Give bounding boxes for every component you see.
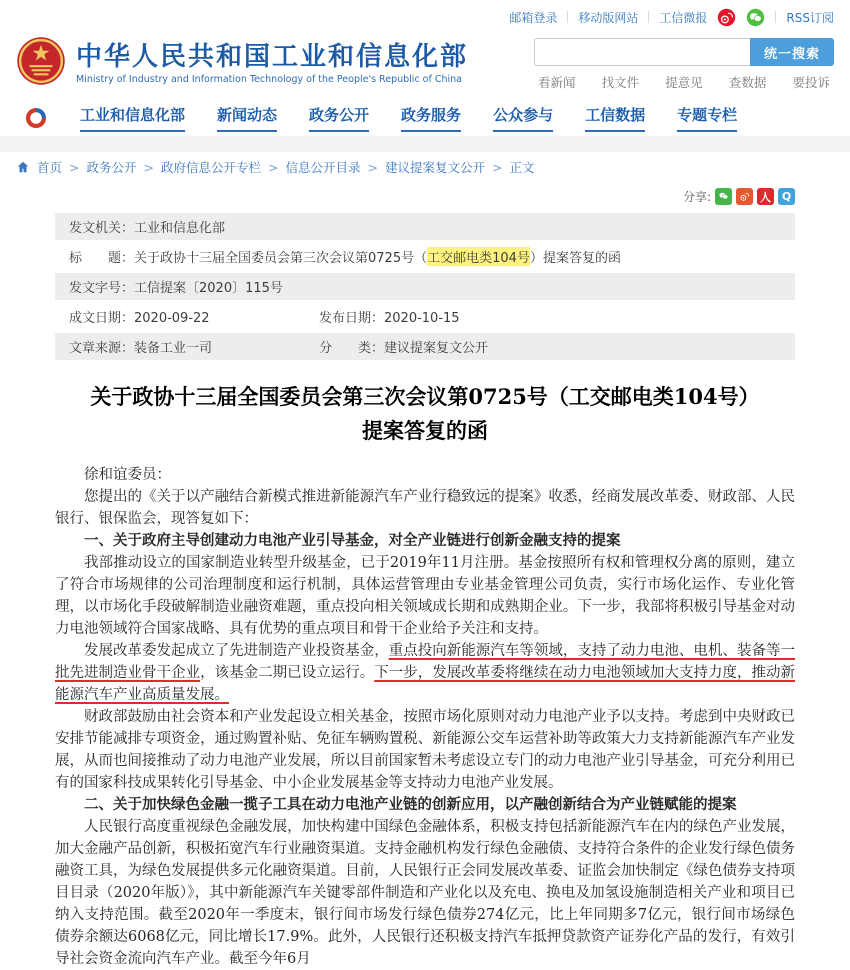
- meta-value: 工业和信息化部: [134, 221, 226, 236]
- red-underlined-text: 下一步，发展改革委将继续在动力电池领域加大支持力度，推动新能源汽车产业高质量发展。: [55, 665, 796, 703]
- meta-label: 发布日期：: [319, 311, 385, 326]
- meta-title-highlight: 工交邮电类104号: [427, 247, 530, 266]
- article-paragraph: 人民银行高度重视绿色金融发展，加快构建中国绿色金融体系，积极支持包括新能源汽车在内的绿色产业发展，加大金融产品创新，积极拓宽汽车行业融资渠道。支持金融机构发行绿色金融债、支持符合条件的企业发行绿色债务融资工具，为绿色发展提供多元化融资渠道。目前，人民银行正会同发展改革委、证监会加快制定《绿色债券支持项目目录（2020年版）》，其中新能源汽车关键零部件制造和产业化以及充电、换电及加氢设施制造相关产业和项目已纳入支持范围。截至2020年一季度末，银行间市场发行绿色债券274亿元，比上年同期多7亿元，银行间市场绿色债券余额达6068亿元，同比增长17.9%。此外，人民银行还积极支持汽车抵押贷款资产证券化产品的发行，有效引导社会资金流向汽车产业。截至今年6月: [55, 819, 795, 967]
- nav-item-public-participation[interactable]: 公众参与: [493, 104, 553, 132]
- breadcrumb-separator: >: [268, 159, 279, 175]
- breadcrumb-separator: >: [367, 159, 378, 175]
- rss-link[interactable]: RSS订阅: [786, 10, 834, 25]
- nav-item-miit-data[interactable]: 工信数据: [585, 104, 645, 132]
- search-module: [534, 38, 834, 91]
- article-section2-heading: 二、关于加快绿色金融一揽子工具在动力电池产业链的创新应用，以产融创新结合为产业链赋能的提案: [84, 796, 737, 813]
- search-button[interactable]: 统一搜索: [750, 38, 834, 66]
- red-underlined-text: 重点投向新能源汽车等领域，支持了动力电池、电机、装备等一批先进制造业骨干企业: [55, 643, 795, 681]
- article-paragraph: 财政部鼓励由社会资本和产业发起设立相关基金，按照市场化原则对动力电池产业予以支持。考虑到中央财政已安排节能减排专项资金，通过购置补贴、免征车辆购置税、新能源公交车运营补助等政策大力支持新能源汽车产业发展，从而也间接推动了动力电池产业发展，所以目前国家暂未考虑设立专门的动力电池产业引导基金，可充分利用已有的国家科技成果转化引导基金、中小企业发展基金等支持动力电池产业发展。: [55, 709, 795, 791]
- topbar: [0, 0, 850, 32]
- meta-row-title: [55, 243, 795, 270]
- divider: [648, 11, 649, 23]
- breadcrumb-disclosure-catalog[interactable]: 信息公开目录: [285, 160, 361, 175]
- miit-weibo-channel-link[interactable]: 工信微报: [659, 10, 708, 25]
- breadcrumb-disclosure-column[interactable]: 政府信息公开专栏: [161, 160, 262, 175]
- breadcrumb-home[interactable]: 首页: [37, 160, 63, 175]
- meta-label: 发文字号：: [69, 281, 135, 296]
- share-wechat-icon[interactable]: [715, 188, 732, 205]
- breadcrumb-separator: >: [143, 159, 154, 175]
- miit-swirl-home-icon[interactable]: [24, 106, 48, 130]
- quick-link-news[interactable]: 看新闻: [538, 75, 576, 90]
- meta-label: 成文日期：: [69, 311, 135, 326]
- meta-row-doc-number: [55, 273, 795, 300]
- share-label: 分享:: [682, 190, 711, 204]
- wechat-icon[interactable]: [746, 8, 765, 27]
- mail-login-link[interactable]: 邮箱登录: [509, 10, 558, 25]
- breadcrumb-proposal-replies[interactable]: 建议提案复文公开: [385, 160, 486, 175]
- meta-row-source-category: [55, 333, 795, 360]
- text-segment: ，该基金二期已设立运行。: [200, 665, 375, 681]
- quick-links: [534, 73, 834, 91]
- meta-row-dates: [55, 303, 795, 330]
- share-bar: [55, 188, 795, 205]
- nav-item-miit[interactable]: 工业和信息化部: [80, 104, 185, 132]
- meta-row-issuing-org: [55, 213, 795, 240]
- content-area: [55, 188, 795, 970]
- article-salutation: 徐和谊委员：: [84, 467, 171, 483]
- meta-value: 2020-10-15: [384, 311, 460, 326]
- article-paragraph: 我部推动设立的国家制造业转型升级基金，已于2019年11月注册。基金按照所有权和管理权分离的原则，建立了符合市场规律的公司治理制度和运行机制，具体运营管理由专业基金管理公司负责，实行市场化运作、专业化管理，以市场化手段破解制造业融资难题，重点投向相关领域成长期和成熟期企业。下一步，我部将积极引导基金对动力电池领域符合国家战略、具有优势的重点项目和骨干企业给予关注和支持。: [55, 555, 795, 637]
- divider: [567, 11, 568, 23]
- meta-title-pre: 关于政协十三届全国委员会第三次会议第0725号（: [134, 251, 428, 266]
- article: [55, 380, 795, 970]
- divider: [775, 11, 776, 23]
- site-subtitle: Ministry of Industry and Information Technology of the People's Republic of China: [76, 73, 462, 85]
- site-header: [0, 32, 850, 100]
- mobile-site-link[interactable]: 移动版网站: [578, 10, 639, 25]
- quick-link-suggestions[interactable]: 提意见: [665, 75, 703, 90]
- article-paragraph: [55, 640, 795, 706]
- separator-band: [0, 136, 850, 152]
- meta-value: 工信提案〔2020〕115号: [134, 281, 283, 296]
- meta-title-post: ）提案答复的函: [529, 251, 621, 266]
- weibo-icon[interactable]: [717, 8, 736, 27]
- share-qq-icon[interactable]: Q: [778, 188, 795, 205]
- site-title: 中华人民共和国工业和信息化部: [76, 41, 469, 72]
- breadcrumb: [0, 152, 850, 182]
- breadcrumb-separator: >: [69, 159, 80, 175]
- national-emblem-icon: [16, 34, 66, 92]
- share-people-icon[interactable]: 人: [757, 188, 774, 205]
- site-logo[interactable]: [16, 34, 468, 92]
- meta-label: 文章来源：: [69, 341, 135, 356]
- breadcrumb-gov-disclosure[interactable]: 政务公开: [86, 160, 137, 175]
- search-input[interactable]: [534, 38, 750, 66]
- quick-link-documents[interactable]: 找文件: [601, 75, 640, 90]
- nav-item-gov-disclosure[interactable]: 政务公开: [309, 104, 369, 132]
- meta-label: 标 题：: [69, 251, 135, 266]
- article-intro: 您提出的《关于以产融结合新模式推进新能源汽车产业行稳致远的提案》收悉，经商发展改革委、财政部、人民银行、银保监会，现答复如下：: [55, 489, 795, 527]
- breadcrumb-current-page: 正文: [509, 160, 535, 175]
- meta-value: 装备工业一司: [134, 341, 213, 356]
- nav-item-special-topics[interactable]: 专题专栏: [677, 104, 737, 132]
- nav-item-news[interactable]: 新闻动态: [217, 104, 277, 132]
- nav-item-gov-services[interactable]: 政务服务: [401, 104, 461, 132]
- quick-link-data[interactable]: 查数据: [728, 75, 767, 90]
- text-segment: 发展改革委发起成立了先进制造产业投资基金，: [84, 643, 389, 659]
- meta-label: 分 类：: [319, 341, 385, 356]
- meta-value: 建议提案复文公开: [384, 341, 489, 356]
- meta-label: 发文机关：: [69, 221, 135, 236]
- main-nav: [0, 100, 850, 136]
- article-section1-heading: 一、关于政府主导创建动力电池产业引导基金，对全产业链进行创新金融支持的提案: [84, 532, 621, 549]
- breadcrumb-separator: >: [492, 159, 503, 175]
- meta-value: 2020-09-22: [134, 311, 210, 326]
- home-icon[interactable]: [16, 160, 30, 174]
- article-title: 关于政协十三届全国委员会第三次会议第0725号（工交邮电类104号）提案答复的函: [90, 384, 760, 443]
- share-weibo-icon[interactable]: [736, 188, 753, 205]
- quick-link-complaints[interactable]: 要投诉: [792, 75, 830, 90]
